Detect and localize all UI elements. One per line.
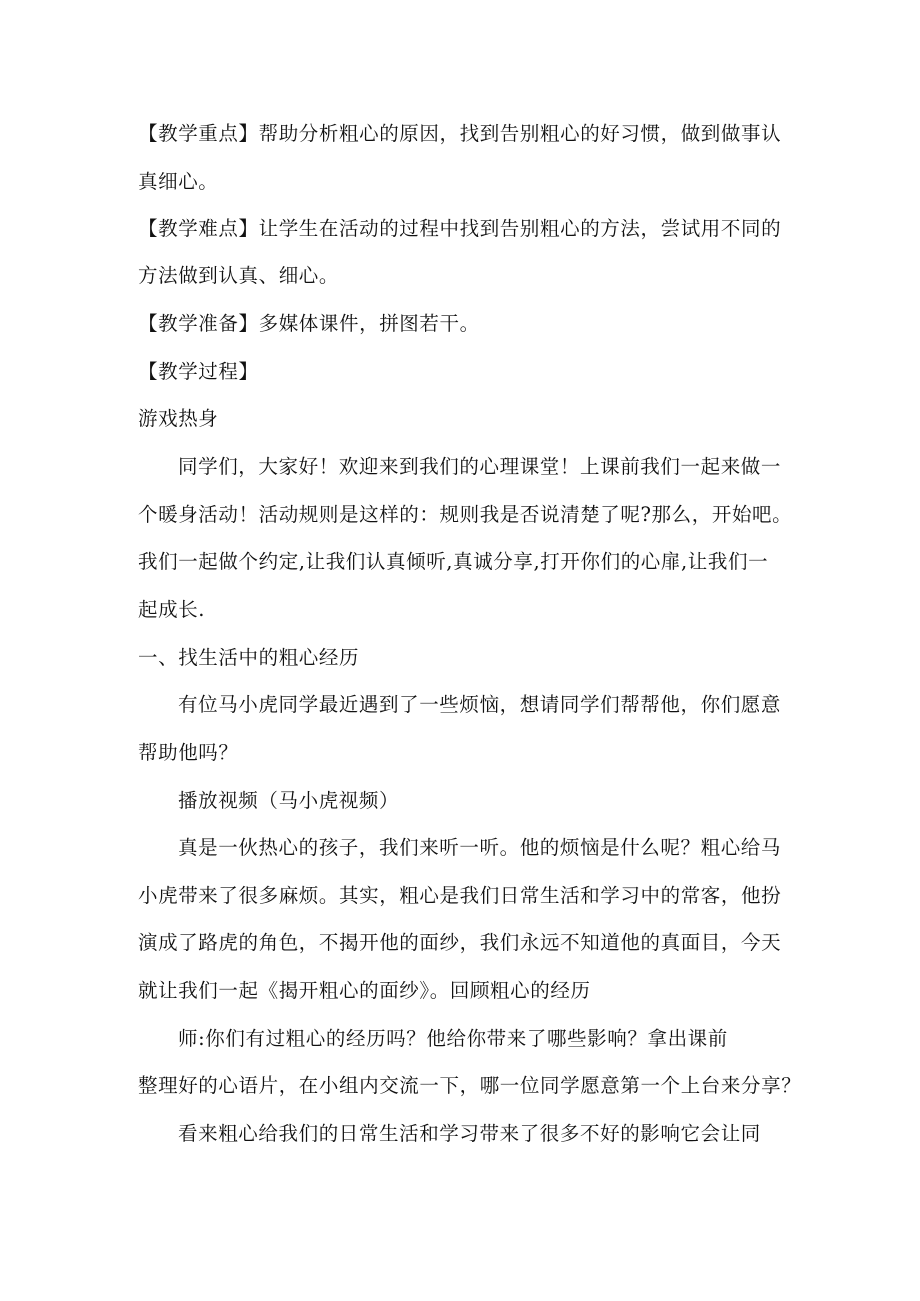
teaching-difficulty-label: 【教学难点】 (138, 217, 259, 240)
teaching-focus-line-2: 真细心。 (138, 170, 219, 193)
warmup-heading: 游戏热身 (138, 407, 219, 430)
teaching-difficulty-line-1 (138, 217, 798, 241)
teaching-difficulty-line-2: 方法做到认真、细心。 (138, 264, 340, 287)
warmup-paragraph-line-4: 起成长. (138, 598, 206, 621)
warmup-paragraph-line-1: 同学们，大家好！欢迎来到我们的心理课堂！上课前我们一起来做一 (178, 455, 782, 478)
part1-paragraph-3-line-1: 真是一伙热心的孩子，我们来听一听。他的烦恼是什么呢？粗心给马 (178, 836, 782, 859)
part1-paragraph-3-line-3: 演成了路虎的角色，不揭开他的面纱，我们永远不知道他的真面目，今天 (138, 931, 782, 954)
part1-paragraph-3-line-2: 小虎带来了很多麻烦。其实，粗心是我们日常生活和学习中的常客，他扮 (138, 884, 782, 907)
teaching-difficulty-text: 让学生在活动的过程中找到告别粗心的方法，尝试用不同的 (258, 217, 782, 240)
part1-paragraph-3-line-4: 就让我们一起《揭开粗心的面纱》。回顾粗心的经历 (138, 979, 591, 1002)
part1-paragraph-4-line-1: 师:你们有过粗心的经历吗？他给你带来了哪些影响？拿出课前 (178, 1027, 728, 1050)
part1-heading: 一、找生活中的粗心经历 (138, 646, 360, 669)
teaching-process-label: 【教学过程】 (138, 360, 259, 383)
teaching-focus-line-1 (138, 122, 798, 146)
warmup-paragraph-line-2: 个暖身活动！活动规则是这样的：规则我是否说清楚了呢?那么，开始吧。 (138, 503, 793, 526)
teaching-focus-label: 【教学重点】 (138, 122, 259, 145)
part1-paragraph-1-line-2: 帮助他吗？ (138, 741, 239, 764)
teaching-focus-text: 帮助分析粗心的原因，找到告别粗心的好习惯，做到做事认 (258, 122, 782, 145)
warmup-paragraph-line-3: 我们一起做个约定,让我们认真倾听,真诚分享,打开你们的心扉,让我们一 (138, 550, 769, 573)
part1-paragraph-4-line-2: 整理好的心语片，在小组内交流一下，哪一位同学愿意第一个上台来分享？ (138, 1074, 802, 1097)
teaching-preparation-text: 多媒体课件，拼图若干。 (258, 312, 480, 335)
teaching-preparation-label: 【教学准备】 (138, 312, 259, 335)
part1-paragraph-1-line-1: 有位马小虎同学最近遇到了一些烦恼，想请同学们帮帮他，你们愿意 (178, 693, 782, 716)
teaching-preparation (138, 312, 798, 336)
part1-paragraph-5: 看来粗心给我们的日常生活和学习带来了很多不好的影响它会让同 (178, 1122, 761, 1145)
part1-paragraph-2: 播放视频（马小虎视频） (178, 789, 400, 812)
